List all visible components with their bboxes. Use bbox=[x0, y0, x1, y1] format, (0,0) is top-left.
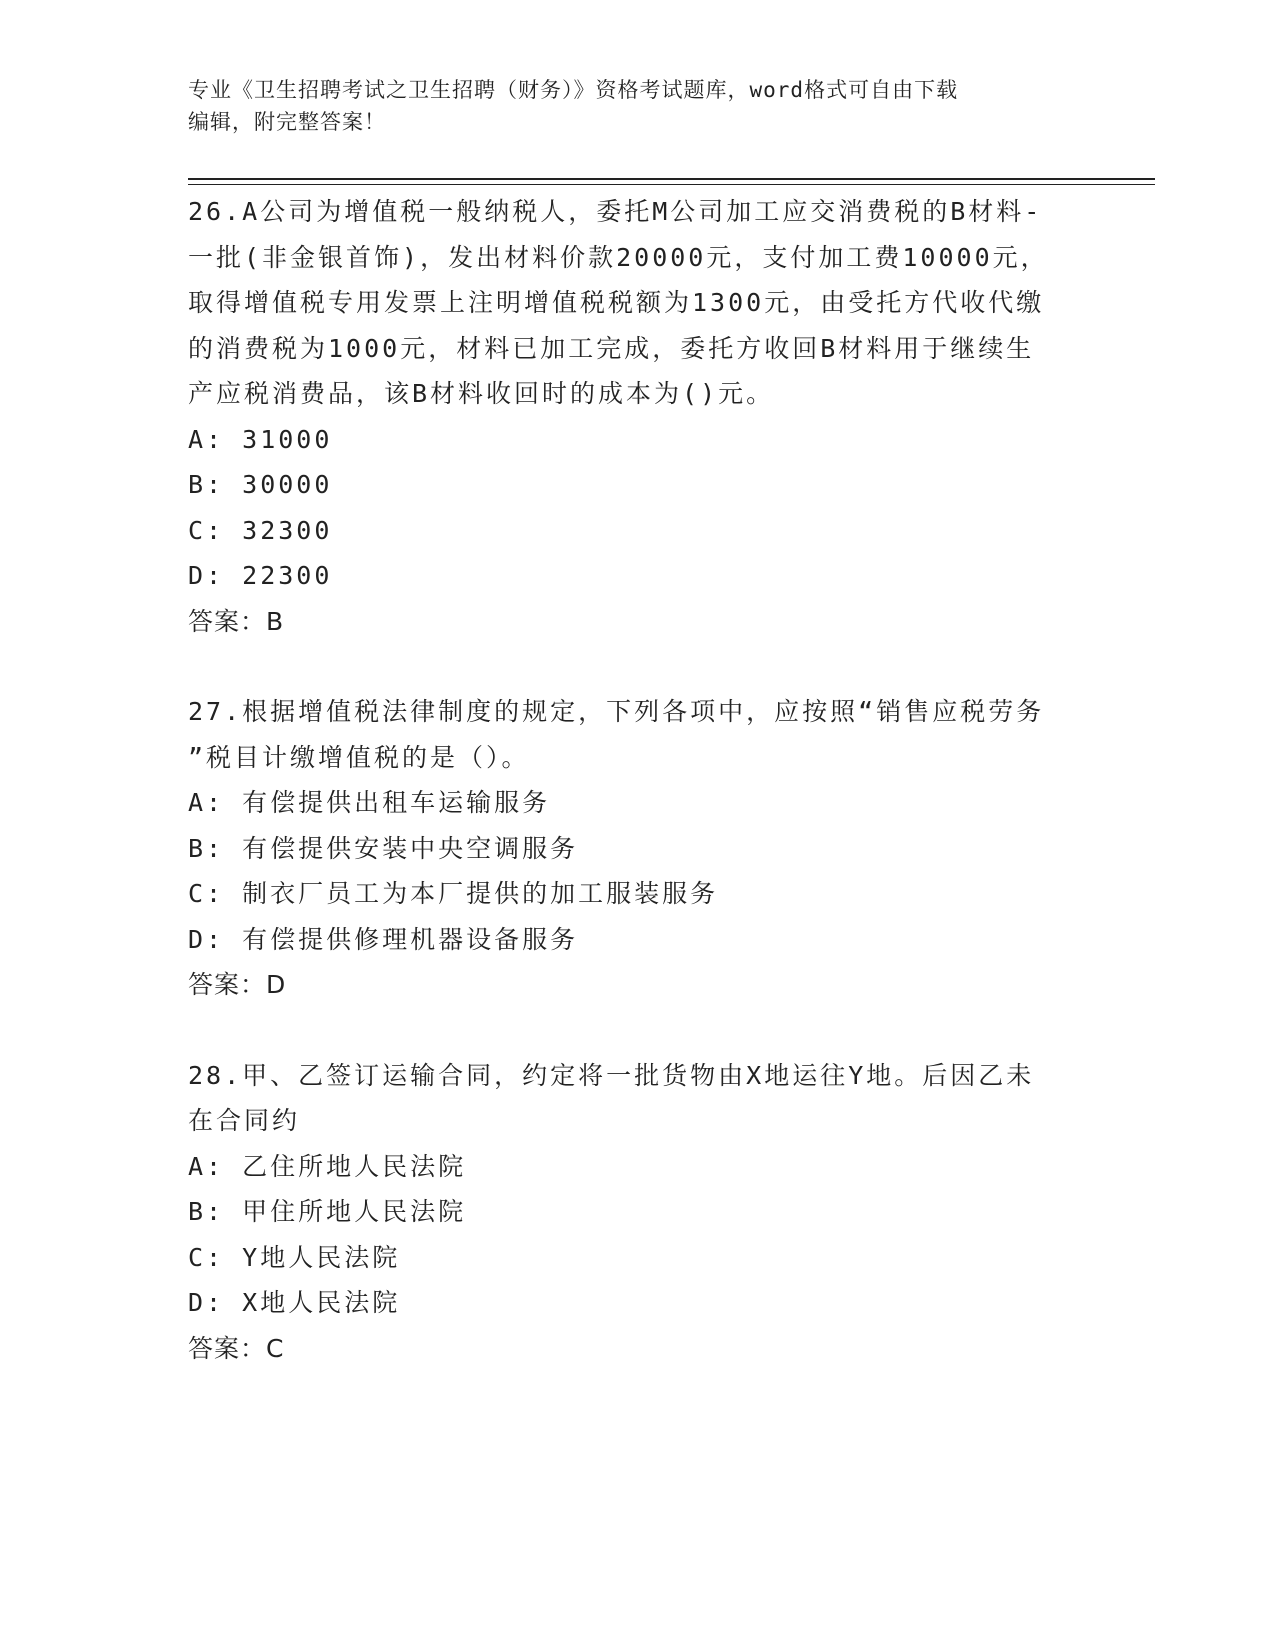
question-28 bbox=[188, 1053, 1088, 1372]
option-b: B: 30000 bbox=[188, 470, 333, 499]
question-text-line: 产应税消费品，该B材料收回时的成本为()元。 bbox=[188, 379, 775, 408]
question-26 bbox=[188, 189, 1088, 644]
answer-label: 答案：B bbox=[188, 606, 285, 636]
option-c: C: 32300 bbox=[188, 515, 333, 545]
question-27 bbox=[188, 689, 1088, 1008]
option-d: D: X地人民法院 bbox=[188, 1288, 401, 1317]
header-line: 编辑，附完整答案！ bbox=[188, 110, 386, 134]
question-list bbox=[188, 189, 1088, 1371]
option-b: B: 有偿提供安装中央空调服务 bbox=[188, 833, 579, 863]
question-text-line: ”税目计缴增值税的是（）。 bbox=[188, 742, 530, 772]
question-text-line: 一批(非金银首饰)，发出材料价款20000元，支付加工费10000元， bbox=[188, 242, 1049, 272]
header-line: 专业《卫生招聘考试之卫生招聘（财务）》资格考试题库，word格式可自由下载 bbox=[188, 78, 959, 102]
question-spacer bbox=[188, 644, 1088, 689]
header-divider-thin bbox=[188, 184, 1155, 185]
option-b: B: 甲住所地人民法院 bbox=[188, 1197, 467, 1226]
question-text-line: 26.A公司为增值税一般纳税人，委托M公司加工应交消费税的B材料- bbox=[188, 197, 1043, 226]
option-a: A: 31000 bbox=[188, 424, 333, 454]
option-c: C: Y地人民法院 bbox=[188, 1242, 401, 1272]
option-d: D: 22300 bbox=[188, 561, 333, 590]
option-a: A: 乙住所地人民法院 bbox=[188, 1151, 467, 1181]
question-text-line: 的消费税为1000元，材料已加工完成，委托方收回B材料用于继续生 bbox=[188, 333, 1035, 363]
question-spacer bbox=[188, 1008, 1088, 1053]
question-text-line: 27.根据增值税法律制度的规定，下列各项中，应按照“销售应税劳务 bbox=[188, 697, 1045, 726]
option-c: C: 制衣厂员工为本厂提供的加工服装服务 bbox=[188, 879, 719, 908]
answer-label: 答案：D bbox=[188, 970, 287, 999]
option-d: D: 有偿提供修理机器设备服务 bbox=[188, 924, 579, 954]
question-text-line: 在合同约 bbox=[188, 1106, 301, 1135]
header-divider-thick bbox=[188, 178, 1155, 180]
question-text-line: 取得增值税专用发票上注明增值税税额为1300元，由受托方代收代缴 bbox=[188, 288, 1045, 317]
question-text-line: 28.甲、乙签订运输合同，约定将一批货物由X地运往Y地。后因乙未 bbox=[188, 1060, 1035, 1090]
document-header bbox=[188, 74, 1088, 138]
answer-label: 答案：C bbox=[188, 1333, 285, 1363]
option-a: A: 有偿提供出租车运输服务 bbox=[188, 788, 551, 817]
